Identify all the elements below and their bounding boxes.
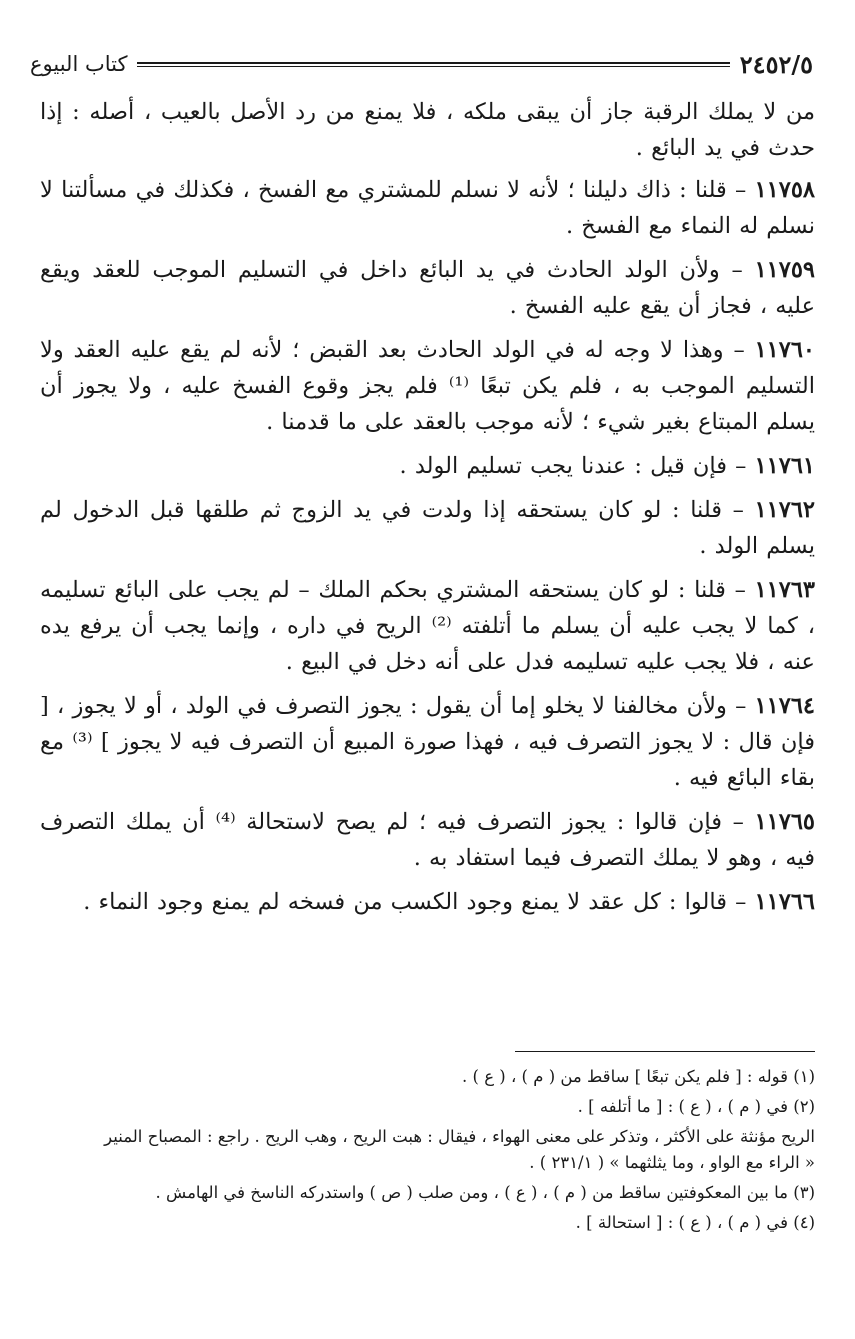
page-header: [30, 44, 813, 84]
paragraph-text: – قلنا : ذاك دليلنا ؛ لأنه لا نسلم للمشتري مع الفسخ ، فكذلك في مسألتنا لا نسلم له النماء مع الفسخ .: [40, 177, 815, 239]
paragraph-number: ١١٧٦٦: [754, 889, 815, 915]
paragraph-number: ١١٧٦٣: [754, 577, 815, 603]
paragraph-number: ١١٧٦٤: [754, 693, 815, 719]
paragraph: [40, 804, 815, 876]
paragraph: [40, 172, 815, 244]
book-title: كتاب البيوع: [30, 52, 128, 76]
paragraph-number: ١١٧٦٠: [754, 337, 815, 363]
paragraph-text: – قالوا : كل عقد لا يمنع وجود الكسب من فسخه لم يمنع وجود النماء .: [83, 889, 755, 915]
footnote-text: (١) قوله : [ فلم يكن تبعًا ] ساقط من ( م ) ، ( ع ) .: [462, 1067, 815, 1086]
footnote: [40, 1210, 815, 1236]
paragraph-text: – ولأن مخالفنا لا يخلو إما أن يقول : يجوز التصرف في الولد ، أو لا يجوز ، [ فإن قال : لا يجوز التصرف فيه ، فهذا صورة المبيع أن التصرف فيه لا يجوز ] ⁽³⁾ مع بقاء البائع فيه .: [40, 693, 815, 791]
footnote: [40, 1180, 815, 1206]
paragraph: [40, 572, 815, 680]
paragraph-text: من لا يملك الرقبة جاز أن يبقى ملكه ، فلا يمنع من رد الأصل بالعيب ، أصله : إذا حدث في يد البائع .: [40, 99, 815, 161]
footnote-text: (٤) في ( م ) ، ( ع ) : [ استحالة ] .: [575, 1213, 815, 1232]
paragraph-text: – ولأن الولد الحادث في يد البائع داخل في التسليم الموجب للعقد ويقع عليه ، فجاز أن يقع عليه الفسخ .: [40, 257, 815, 319]
footnote-continuation: « الراء مع الواو ، وما يثلثهما » ( ٢٣١/١ ) .: [529, 1153, 815, 1172]
paragraph-number: ١١٧٦٢: [754, 497, 815, 523]
paragraph: [40, 448, 815, 484]
paragraph-text: – فإن قالوا : يجوز التصرف فيه ؛ لم يصح لاستحالة ⁽⁴⁾ أن يملك التصرف فيه ، وهو لا يملك التصرف فيما استفاد به .: [40, 809, 815, 871]
paragraph: [40, 94, 815, 166]
footnote: [40, 1064, 815, 1090]
footnote: [40, 1124, 815, 1176]
footnotes: [40, 1064, 815, 1240]
paragraph-text: – قلنا : لو كان يستحقه المشتري بحكم الملك – لم يجب على البائع تسليمه ، كما لا يجب عليه أن يسلم ما أتلفته ⁽²⁾ الريح في داره ، وإنما يجب أن يرفع يده عنه ، فلا يجب عليه تسليمه فدل على أنه دخل في البيع .: [40, 577, 815, 675]
header-rule: [137, 62, 729, 67]
paragraph: [40, 492, 815, 564]
paragraph: [40, 252, 815, 324]
paragraph-number: ١١٧٦٥: [754, 809, 815, 835]
paragraph-number: ١١٧٥٨: [754, 177, 815, 203]
paragraph: [40, 332, 815, 440]
paragraph-text: – وهذا لا وجه له في الولد الحادث بعد القبض ؛ لأنه لم يقع عليه العقد ولا التسليم الموجب به ، فلم يكن تبعًا ⁽¹⁾ فلم يجز وقوع الفسخ عليه ، ولا يجوز أن يسلم المبتاع بغير شيء ؛ لأنه موجب بالعقد على ما قدمنا .: [40, 337, 816, 435]
footnote: [40, 1094, 815, 1120]
paragraph-text: – فإن قيل : عندنا يجب تسليم الولد .: [399, 453, 755, 479]
paragraph-text: – قلنا : لو كان يستحقه إذا ولدت في يد الزوج ثم طلقها قبل الدخول لم يسلم الولد .: [40, 497, 815, 559]
main-text: [40, 94, 815, 928]
page-number: ٢٤٥٢/٥: [739, 49, 813, 79]
footnote-text: (٢) في ( م ) ، ( ع ) : [ ما أتلفه ] .: [577, 1097, 815, 1116]
paragraph-number: ١١٧٦١: [754, 453, 815, 479]
footnote-text: (٣) ما بين المعكوفتين ساقط من ( م ) ، ( ع ) ، ومن صلب ( ص ) واستدركه الناسخ في الهامش .: [155, 1183, 815, 1202]
paragraph-number: ١١٧٥٩: [754, 257, 815, 283]
footnote-text: الريح مؤنثة على الأكثر ، وتذكر على معنى الهواء ، فيقال : هبت الريح ، وهب الريح . راجع : المصباح المنير: [104, 1127, 815, 1146]
footnote-divider: [515, 1051, 815, 1052]
paragraph: [40, 688, 815, 796]
paragraph: [40, 884, 815, 920]
